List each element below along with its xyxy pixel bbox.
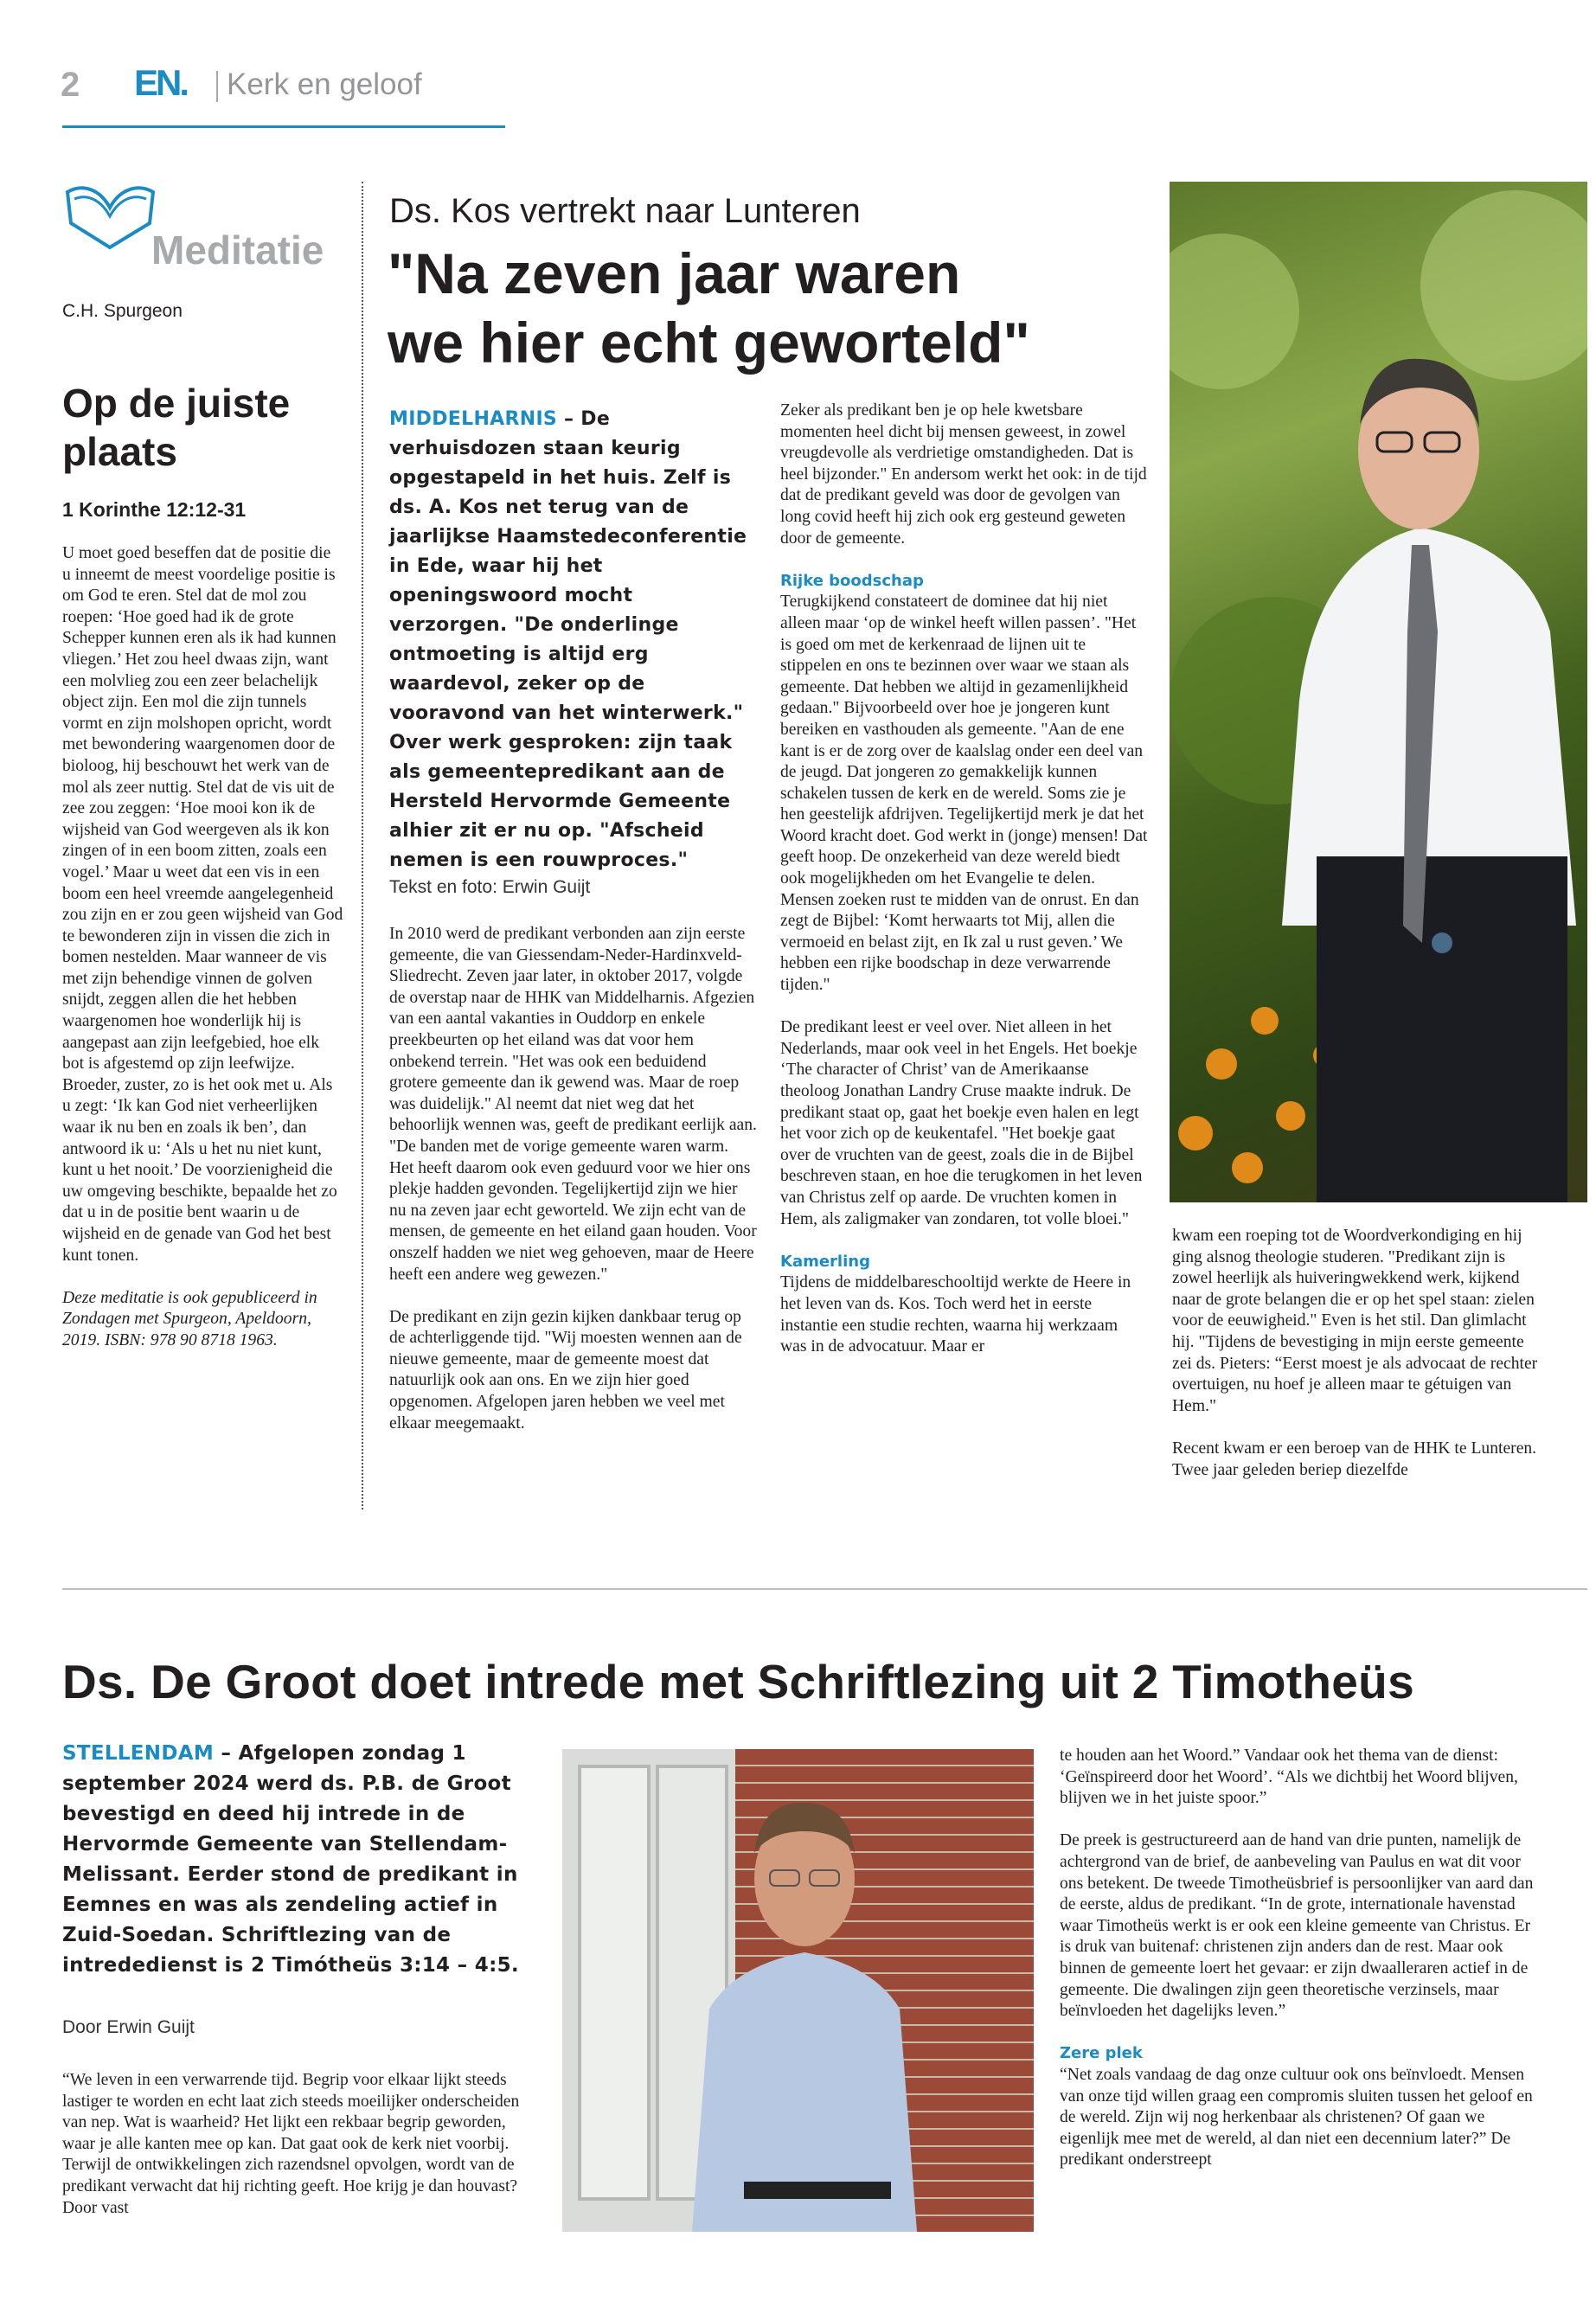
paragraph: Zeker als predikant ben je op hele kwetsbare momenten heel dicht bij mensen geweest, in zowel vreugdevolle als verdrietige omstandigheden. Dat is heel bijzonder." En andersom werkt het ook: in de tijd dat de predikant geveld was door de gevolgen van long covid heeft hij zich ook erg gesteund geweten door de gemeente. xyxy=(780,401,1147,548)
subheading-zere-plek: Zere plek xyxy=(1060,2044,1143,2063)
photo-ds-kos xyxy=(1170,182,1587,1202)
headline-line-1: "Na zeven jaar waren xyxy=(388,241,961,305)
meditation-body xyxy=(62,543,343,1373)
dateline: STELLENDAM xyxy=(62,1742,215,1765)
article2-lede xyxy=(62,1739,534,1981)
column-divider-dotted xyxy=(362,182,363,1509)
paragraph: De predikant en zijn gezin kijken dankbaar terug op de achterliggende tijd. "Wij moesten wennen aan de nieuwe gemeente, maar de gemeente moest dat natuurlijk ook aan ons. En we zijn hier goed opgenomen. Afgelopen jaren hebben we veel met elkaar meegemaakt. xyxy=(389,1307,742,1433)
section-title: Kerk en geloof xyxy=(227,67,422,101)
article1-lede xyxy=(389,405,757,875)
article2-headline: Ds. De Groot doet intrede met Schriftlezing uit 2 Timotheüs xyxy=(62,1655,1414,1708)
subheading-kamerling: Kamerling xyxy=(780,1252,870,1271)
page-number: 2 xyxy=(61,66,80,104)
header-divider xyxy=(216,71,218,102)
dateline: MIDDELHARNIS xyxy=(389,408,558,430)
byline: Door Erwin Guijt xyxy=(62,2017,195,2037)
paragraph: kwam een roeping tot de Woordverkondiging en hij ging alsnog theologie studeren. "Predikant zijn is zowel heerlijk als huiveringwekkend werk, kijkend naar de grote belangen die er op het spel staan: zielen voor de eeuwigheid." Even is het stil. Dan glimlacht hij. "Tijdens de bevestiging in mijn eerste gemeente zei ds. Pieters: “Eerst moest je als advocaat de rechter overtuigen, nu hoef je alleen maar te gétuigen van Hem." xyxy=(1172,1227,1538,1415)
lede-text: – Afgelopen zondag 1 september 2024 werd ds. P.B. de Groot bevestigd en deed hij intrede in de Hervormde Gemeente van Stellendam-Melissant. Eerder stond de predikant in Eemnes en was als zendeling actief in Zuid-Soedan. Schriftlezing van de intrededienst is 2 Timótheüs 3:14 – 4:5. xyxy=(62,1742,519,1977)
article1-column-2 xyxy=(389,924,757,1516)
paragraph: “We leven in een verwarrende tijd. Begrip voor elkaar lijkt steeds lastiger te worden en echt laat zich steeds moeilijker onderscheiden van nep. Wat is waarheid? Het lijkt een rekbaar begrip geworden, waar je alle kanten mee op kan. Dat gaat ook de kerk niet voorbij. Terwijl de ontwikkelingen zich razendsnel opvolgen, wordt van de predikant verwacht dat hij richting geeft. Hoe krijg je dan houvast? Door vast xyxy=(62,2071,520,2217)
photo-ds-de-groot xyxy=(562,1749,1034,2232)
meditation-author: C.H. Spurgeon xyxy=(62,301,183,321)
meditation-reference: 1 Korinthe 12:12-31 xyxy=(62,498,247,521)
paragraph: Recent kwam er een beroep van de HHK te Lunteren. Twee jaar geleden beriep diezelfde xyxy=(1172,1439,1537,1479)
article1-kicker: Ds. Kos vertrekt naar Lunteren xyxy=(389,192,861,230)
photo-credit: Tekst en foto: Erwin Guijt xyxy=(389,877,591,897)
paragraph: Terugkijkend constateert de dominee dat hij niet alleen maar ‘op de winkel heeft willen passen’. "Het is goed om met de kerkenraad de lijnen uit te stippelen en ons te bezinnen over waar we staan als gemeente. Dat hebben we altijd in gezamenlijkheid gedaan." Bijvoorbeeld over hoe je jongeren kunt bereiken en vasthouden als gemeente. "Aan de ene kant is er de zorg over de kaalslag onder een deel van de jeugd. Dat jongeren zo gemakkelijk kunnen schakelen tussen de kerk en de wereld. Soms zie je hen geestelijk afdrijven. Tegelijkertijd merk je dat het Woord kracht doet. God werkt in (jonge) mensen! Dat geeft hoop. De onzekerheid van deze wereld biedt ook mogelijkheden om het Evangelie te delen. Mensen zoeken rust te midden van de onrust. En dan zegt de Bijbel: ‘Komt herwaarts tot Mij, allen die vermoeid en belast zijt, en Ik zal u rust geven.’ We hebben een rijke boodschap in deze verwarrende tijden." xyxy=(780,593,1148,995)
article2-column-1 xyxy=(62,2070,536,2240)
section-rule xyxy=(62,1588,1587,1590)
article2-column-2 xyxy=(1060,1746,1535,2192)
article1-column-4 xyxy=(1172,1226,1540,1516)
headline-line-2: we hier echt geworteld" xyxy=(388,311,1030,375)
paragraph: De preek is gestructureerd aan de hand van drie punten, namelijk de achtergrond van de brief, de aanbeveling van Paulus en wat dit voor ons betekent. De tweede Timotheüsbrief is persoonlijker van aard dan de eerste, aldus de predikant. “In de grote, internationale havenstad waar Timotheüs werkt is er ook een kleine gemeente van Christus. Er is druk van buitenaf: christenen zijn anders dan de rest. Maar ook binnen de gemeente loert het gevaar: er zijn dwaalleraren actief in de gemeente. Die dwalingen zijn geen theoretische verzinsels, maar beïnvloeden het dagelijks leven.” xyxy=(1060,1831,1534,2021)
book-heart-icon xyxy=(61,182,160,255)
meditation-note: Deze meditatie is ook gepubliceerd in Zondagen met Spurgeon, Apeldoorn, 2019. ISBN: 978 90 8718 1963. xyxy=(62,1288,317,1349)
article1-headline xyxy=(388,239,1030,377)
paragraph: Tijdens de middelbareschooltijd werkte de Heere in het leven van ds. Kos. Toch werd het in eerste instantie een studie rechten, waarna hij werkzaam was in de advocatuur. Maar er xyxy=(780,1273,1131,1356)
meditation-label: Meditatie xyxy=(151,228,324,272)
paragraph: In 2010 werd de predikant verbonden aan zijn eerste gemeente, die van Giessendam-Neder-Hardinxveld-Sliedrecht. Zeven jaar later, in oktober 2017, volgde de overstap naar de HHK van Middelharnis. Afgezien van een aantal vakanties in Ouddorp en enkele preekbeurten op het eiland was dat voor hem onbekend terrein. "Het was ook een beduidend grotere gemeente dan ik gewend was. Maar de roep was duidelijk." Al neemt dat niet weg dat het behoorlijk wennen was, geeft de predikant eerlijk aan. "De banden met de vorige gemeente waren warm. Het heeft daarom ook even geduurd voor we hier ons plekje hadden gevonden. Tegelijkertijd zijn we hier nu na zeven jaar echt geworteld. We zijn echt van de mensen, de gemeente en het eiland gaan houden. Voor onszelf hadden we niet weg gehoeven, maar de Heere heeft een andere weg gewezen." xyxy=(389,925,757,1284)
article1-column-3 xyxy=(780,401,1148,1516)
paragraph: De predikant leest er veel over. Niet alleen in het Nederlands, maar ook veel in het Engels. Het boekje ‘The character of Christ’ van de Amerikaanse theoloog Jonathan Landry Cruse maakte indruk. De predikant staat op, gaat het boekje even halen en legt het voor zich op de keukentafel. "Het boekje gaat over de vruchten van de geest, zoals die in de Bijbel beschreven staan, en hoe die terugkomen in het leven van Christus zelf op aarde. De vruchten komen in Hem, als zaligmaker van zondaren, tot volle bloei." xyxy=(780,1018,1143,1228)
header-rule xyxy=(62,125,505,128)
paragraph: “Net zoals vandaag de dag onze cultuur ook ons beïnvloedt. Mensen van onze tijd willen graag een compromis sluiten tussen het geloof en de wereld. Zijn wij nog herkenbaar als christenen? Of gaan we eigenlijk mee met de wereld, al dan niet een decennium later?” De predikant onderstreept xyxy=(1060,2065,1533,2170)
lede-text: – De verhuisdozen staan keurig opgestapeld in het huis. Zelf is ds. A. Kos net terug van de jaarlijkse Haamstedeconferentie in Ede, waar hij het openingswoord mocht verzorgen. "De onderlinge ontmoeting is altijd erg waardevol, zeker op de vooravond van het winterwerk." Over werk gesproken: zijn taak als gemeentepredikant aan de Hersteld Hervormde Gemeente alhier zit er nu op. "Afscheid nemen is een rouwproces." xyxy=(389,408,747,871)
meditation-title: Op de juiste plaats xyxy=(62,381,291,474)
en-logo: EN. xyxy=(134,62,188,103)
meditation-text: U moet goed beseffen dat de positie die u inneemt de meest voordelige positie is om God te eren. Stel dat de mol zou roepen: ‘Hoe goed had ik de grote Schepper kunnen eren als ik had kunnen vliegen.’ Het zou heel dwaas zijn, want een molvlieg zou een zeer belachelijk object zijn. Een mol die zijn tunnels vormt en zijn molshopen opricht, wordt met bewondering waargenomen door de bioloog, hij beschouwt het werk van de mol als zeer nuttig. Stel dat de vis uit de zee zou zeggen: ‘Hoe mooi kon ik de wijsheid van God weergeven als ik kon zingen of in een boom zitten, zoals een vogel.’ Maar u weet dat een vis in een boom een heel vreemde aangelegenheid zou zijn en er zou geen wijsheid van God te bewonderen zijn in vissen die zich in bomen nestelden. Maar wanneer de vis met zijn behendige vinnen de golven snijdt, zeggen allen die het hebben waargenomen hoe wonderlijk hij is aangepast aan zijn leefgebied, hoe elk bot is afgestemd op zijn leefwijze. Broeder, zuster, zo is het ook met u. Als u zegt: ‘Ik kan God niet verheerlijken waar ik nu ben en zoals ik ben’, dan antwoord ik u: ‘Als u het nu niet kunt, kunt u het nooit.’ De voorzienigheid die uw omgeving beschikte, bepaalde het zo dat u in de positie bent waarin u de wijsheid en de genade van God het best kunt tonen. xyxy=(62,544,343,1265)
subheading-rijke-boodschap: Rijke boodschap xyxy=(780,571,924,590)
paragraph: te houden aan het Woord.” Vandaar ook het thema van de dienst: ‘Geïnspireerd door het Woord’. “Als we dichtbij het Woord blijven, blijven we in het juiste spoor.” xyxy=(1060,1747,1518,1808)
